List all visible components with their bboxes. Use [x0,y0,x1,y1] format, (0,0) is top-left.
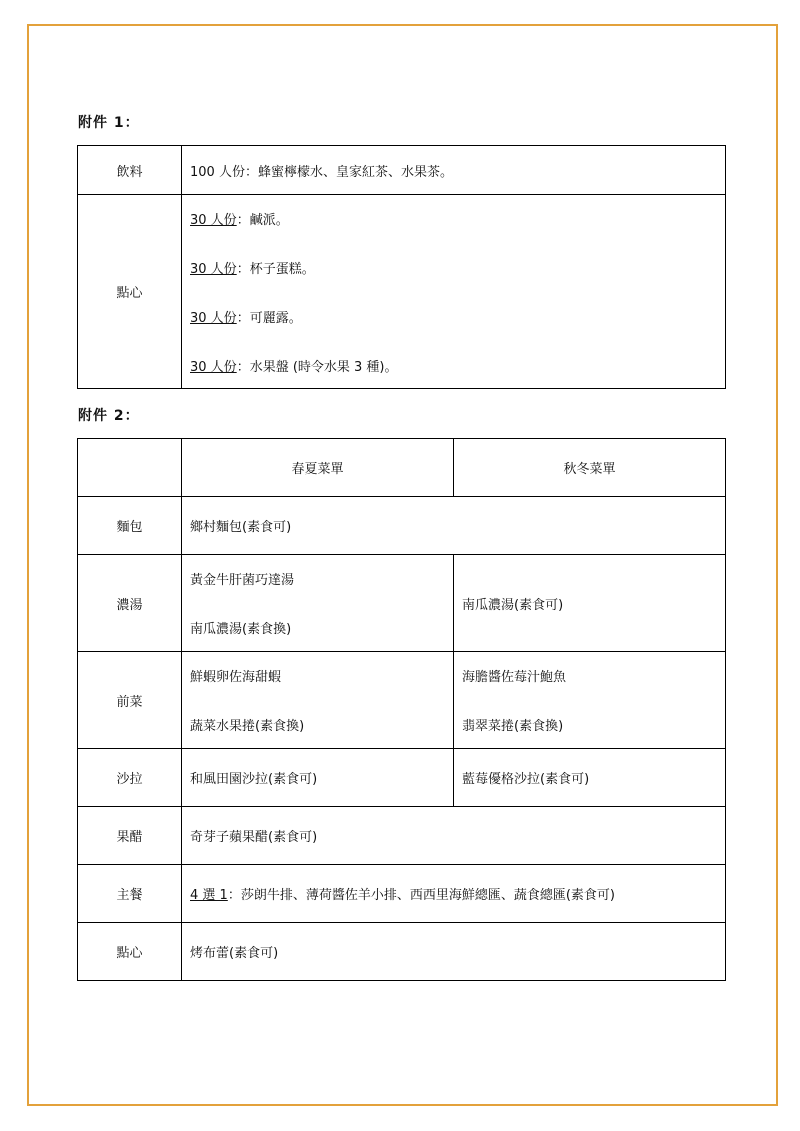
table-row [78,195,726,389]
row-label-dessert: 點心 [78,923,182,981]
table-row [78,497,726,555]
table-row [78,807,726,865]
snacks-content [182,195,726,389]
main-qty: 4 選 1 [190,888,228,903]
salad-spring-content: 和風田園沙拉(素食可) [182,749,454,807]
row-label-main: 主餐 [78,865,182,923]
soup-autumn-content: 南瓜濃湯(素食可) [454,555,726,652]
salad-autumn-content: 藍莓優格沙拉(素食可) [454,749,726,807]
empty-header-cell [78,439,182,497]
menu-line: 鮮蝦卵佐海甜蝦 [190,670,282,685]
soup-spring-content [182,555,454,652]
vinegar-content: 奇芽子蘋果醋(素食可) [182,807,726,865]
snack-line: 30 人份：可麗露。 [190,310,302,326]
bread-content: 鄉村麵包(素食可) [182,497,726,555]
table-row [78,749,726,807]
header-spring-summer: 春夏菜單 [182,439,454,497]
main-text: ：莎朗牛排、薄荷醬佐羊小排、西西里海鮮總匯、蔬食總匯(素食可) [227,888,615,903]
header-autumn-winter: 秋冬菜單 [454,439,726,497]
starter-autumn-content [454,652,726,749]
menu-line: 黃金牛肝菌巧達湯 [190,573,295,588]
row-label-bread: 麵包 [78,497,182,555]
attachment-2-table [77,438,726,981]
drinks-content: 100 人份：蜂蜜檸檬水、皇家紅茶、水果茶。 [182,146,726,195]
attachment-2-heading: 附件 2： [78,408,140,424]
table-row [78,923,726,981]
row-label-soup: 濃湯 [78,555,182,652]
dessert-content: 烤布蕾(素食可) [182,923,726,981]
snack-line: 30 人份：鹹派。 [190,212,289,228]
table-row [78,652,726,749]
menu-line: 翡翠菜捲(素食換) [462,719,564,734]
row-label-snacks: 點心 [78,195,182,389]
main-content [182,865,726,923]
table-row [78,865,726,923]
menu-line: 海膽醬佐莓汁鮑魚 [462,670,567,685]
row-label-salad: 沙拉 [78,749,182,807]
starter-spring-content [182,652,454,749]
snack-line: 30 人份：杯子蛋糕。 [190,261,315,277]
attachment-1-heading: 附件 1： [78,115,140,131]
row-label-drinks: 飲料 [78,146,182,195]
table-row [78,439,726,497]
snack-line: 30 人份：水果盤 (時令水果 3 種)。 [190,359,398,375]
table-row [78,146,726,195]
row-label-starter: 前菜 [78,652,182,749]
menu-line: 南瓜濃湯(素食換) [190,622,292,637]
attachment-1-table [77,145,726,389]
table-row [78,555,726,652]
menu-line: 蔬菜水果捲(素食換) [190,719,305,734]
row-label-vinegar: 果醋 [78,807,182,865]
